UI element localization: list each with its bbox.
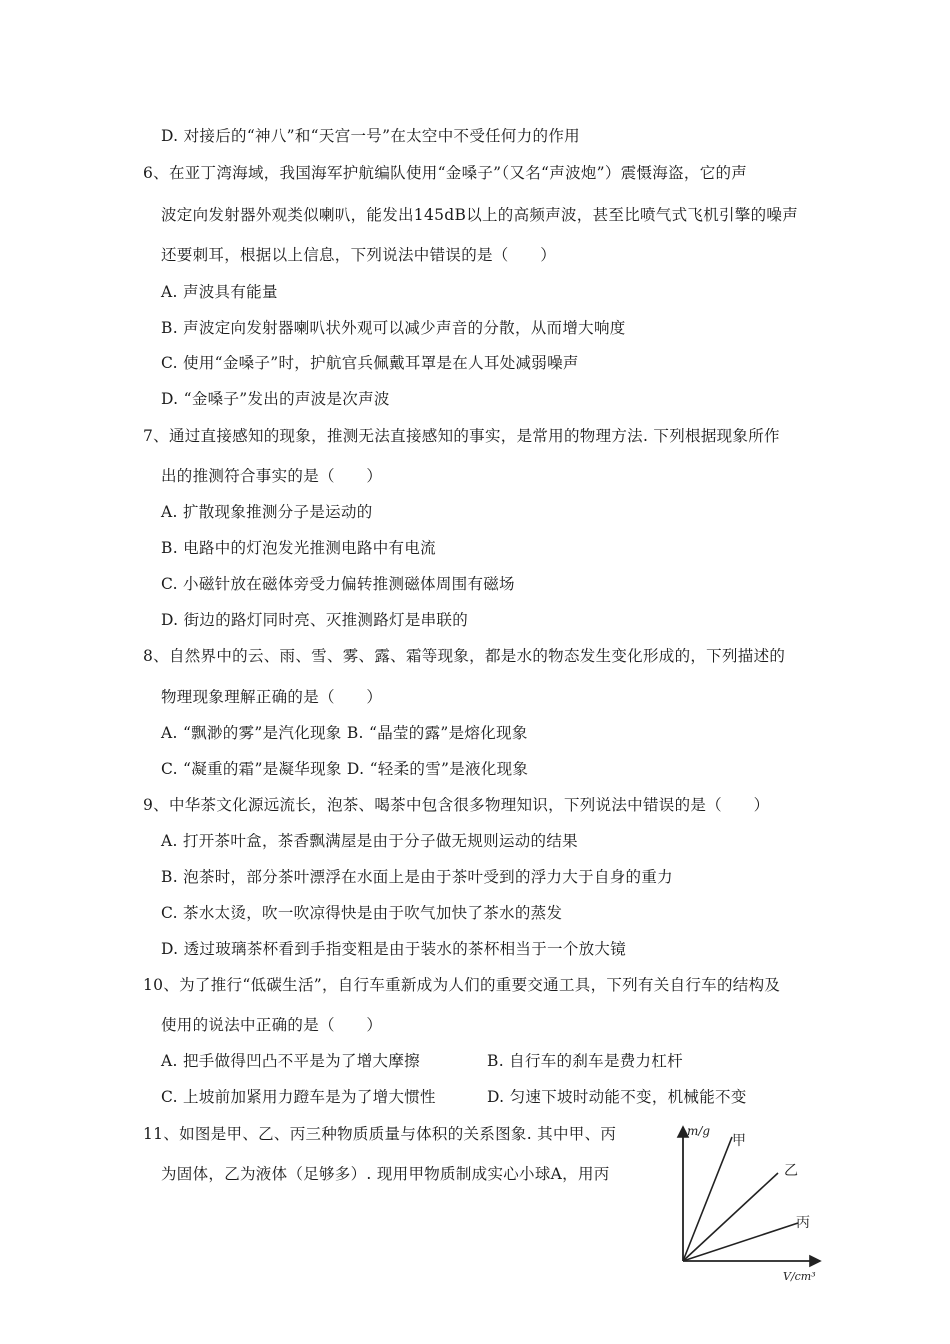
label-bing: 丙: [796, 1215, 810, 1231]
question-6-stem-line-3: 还要刺耳，根据以上信息，下列说法中错误的是（ ）: [161, 246, 557, 264]
question-9-option-c: C. 茶水太烫，吹一吹凉得快是由于吹气加快了茶水的蒸发: [161, 904, 563, 922]
question-7-option-c: C. 小磁针放在磁体旁受力偏转推测磁体周围有磁场: [161, 575, 515, 593]
y-axis-label: m/g: [687, 1124, 711, 1138]
question-8-stem-line-2: 物理现象理解正确的是（ ）: [161, 688, 383, 706]
question-10-stem-line-2: 使用的说法中正确的是（ ）: [161, 1016, 383, 1034]
question-7-stem-line-1: 7、通过直接感知的现象，推测无法直接感知的事实，是常用的物理方法. 下列根据现象所作: [143, 427, 780, 445]
label-yi: 乙: [784, 1163, 798, 1179]
question-10-option-a: A. 把手做得凹凸不平是为了增大摩擦: [161, 1052, 420, 1070]
question-9-option-b: B. 泡茶时，部分茶叶漂浮在水面上是由于茶叶受到的浮力大于自身的重力: [161, 868, 673, 886]
question-6-stem-line-1: 6、在亚丁湾海域，我国海军护航编队使用“金嗓子”（又名“声波炮”）震慑海盗，它的声: [143, 164, 748, 182]
question-10-option-c: C. 上坡前加紧用力蹬车是为了增大惯性: [161, 1088, 436, 1106]
line-yi: [683, 1173, 778, 1261]
question-5-option-d: D. 对接后的“神八”和“天宫一号”在太空中不受任何力的作用: [161, 127, 580, 145]
question-6-option-c: C. 使用“金嗓子”时，护航官兵佩戴耳罩是在人耳处减弱噪声: [161, 354, 579, 372]
question-6-option-a: A. 声波具有能量: [161, 283, 278, 301]
question-10-stem-line-1: 10、为了推行“低碳生活”，自行车重新成为人们的重要交通工具，下列有关自行车的结构及: [143, 976, 781, 994]
question-10-option-b: B. 自行车的刹车是费力杠杆: [487, 1052, 683, 1070]
question-11-stem-line-1: 11、如图是甲、乙、丙三种物质质量与体积的关系图象. 其中甲、丙: [143, 1125, 617, 1143]
question-9-option-d: D. 透过玻璃茶杯看到手指变粗是由于装水的茶杯相当于一个放大镜: [161, 940, 627, 958]
question-6-option-d: D. “金嗓子”发出的声波是次声波: [161, 390, 390, 408]
question-8-options-ab: A. “飘渺的雾”是汽化现象 B. “晶莹的露”是熔化现象: [161, 724, 528, 742]
question-10-option-d: D. 匀速下坡时动能不变，机械能不变: [487, 1088, 747, 1106]
question-11-stem-line-2: 为固体，乙为液体（足够多）. 现用甲物质制成实心小球A，用丙: [161, 1165, 610, 1183]
line-bing: [683, 1223, 798, 1261]
question-6-option-b: B. 声波定向发射器喇叭状外观可以减少声音的分散，从而增大响度: [161, 319, 626, 337]
x-axis-label: V/cm³: [783, 1270, 816, 1283]
question-9-option-a: A. 打开茶叶盒，茶香飘满屋是由于分子做无规则运动的结果: [161, 832, 578, 850]
line-jia: [683, 1137, 732, 1261]
question-7-stem-line-2: 出的推测符合事实的是（ ）: [161, 467, 383, 485]
question-7-option-a: A. 扩散现象推测分子是运动的: [161, 503, 373, 521]
question-7-option-b: B. 电路中的灯泡发光推测电路中有电流: [161, 539, 436, 557]
question-8-options-cd: C. “凝重的霜”是凝华现象 D. “轻柔的雪”是液化现象: [161, 760, 529, 778]
question-9-stem-line-1: 9、中华茶文化源远流长，泡茶、喝茶中包含很多物理知识，下列说法中错误的是（ ）: [143, 796, 770, 814]
mass-volume-graph: [660, 1115, 840, 1290]
question-8-stem-line-1: 8、自然界中的云、雨、雪、雾、露、霜等现象，都是水的物态发生变化形成的，下列描述的: [143, 647, 786, 665]
label-jia: 甲: [732, 1133, 746, 1149]
question-7-option-d: D. 街边的路灯同时亮、灭推测路灯是串联的: [161, 611, 469, 629]
question-6-stem-line-2: 波定向发射器外观类似喇叭，能发出145dB以上的高频声波，甚至比喷气式飞机引擎的噪声: [161, 206, 798, 224]
